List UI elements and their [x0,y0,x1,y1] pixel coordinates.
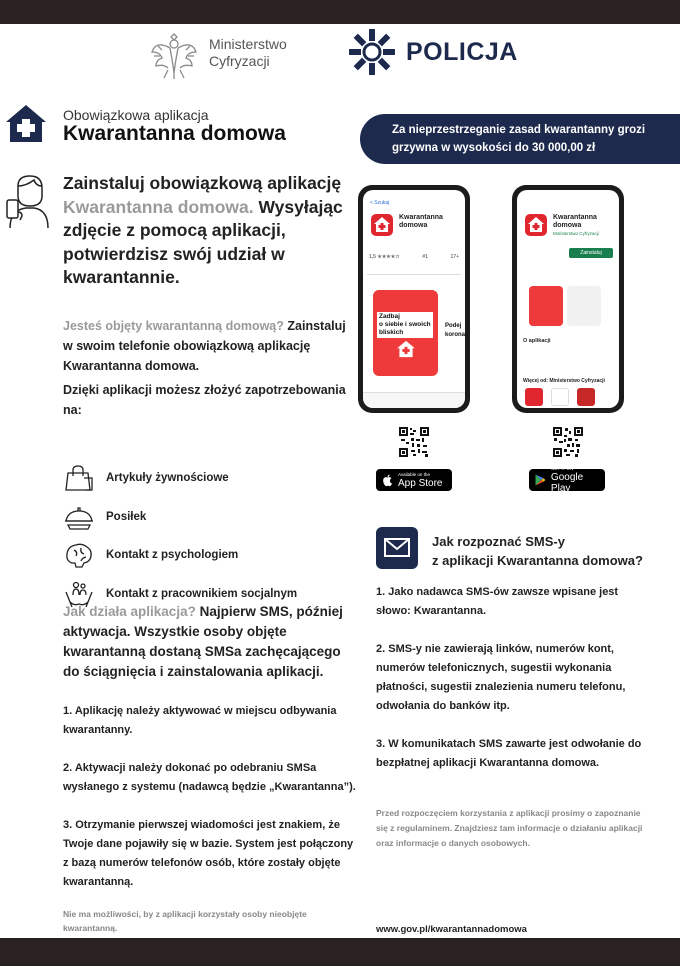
google-play-icon [535,474,546,486]
app-store-text [398,472,442,489]
intro-part-1: Zainstaluj obowiązkową aplikację [63,173,342,193]
person-phone-icon [4,174,50,230]
page-title: Kwarantanna domowa [63,122,286,145]
shopping-bag-icon [64,464,94,492]
sms-rule-item: 1. Jako nadawca SMS-ów zawsze wpisane jest słowo: Kwarantanna. [376,586,619,617]
house-cross-icon [371,214,393,236]
brain-icon [64,541,94,569]
ios-app-row [371,214,449,236]
ios-age: 17+ [450,254,459,260]
sms-rule-item: 2. SMS-y nie zawierają linków, numerów kont, numerów telefonicznych, sugestii wykonania płatności, sugestii znalezienia numeru telefonu, odwołania do banków itp. [376,643,626,712]
qr-code-icon [399,427,429,457]
app-icon [525,214,547,236]
foot-note: Nie ma możliwości, by z aplikacji korzystały osoby nieobjęte kwarantanną. [63,909,307,933]
app-icon [371,214,393,236]
house-cross-icon [525,214,547,236]
police-logo-text: POLICJA [406,38,518,66]
meal-icon [64,503,94,531]
promo-line-1: Zadbaj [379,313,400,320]
step-item: 3. Otrzymanie pierwszej wiadomości jest znakiem, że Twoje dane pojawiły się w bazie. System jest połączony z bazą numerów telefonów osób, które zostały objęte kwarantanną. [63,819,354,888]
ministry-name [209,36,287,70]
ios-back-link: < Szukaj [370,200,390,206]
ios-promo-2-text [445,322,465,340]
house-cross-icon [395,338,417,360]
sms-rules-list [376,583,646,792]
android-developer: Ministerstwo Cyfryzacji [553,231,599,236]
intro-text [63,172,353,290]
police-star-icon [348,28,396,76]
android-phone-mockup [512,185,624,413]
divider [367,274,461,275]
step-item: 2. Aktywacji należy dokonać po odebraniu SMSa wysłanego z systemu (nadawcą będzie „Kwarantanna”). [63,762,356,793]
terms-note: Przed rozpoczęciem korzystania z aplikacji prosimy o zapoznanie się z regulaminem. Znajdziesz tam informacje o działaniu aplikacji oraz informacje o danych osobowych. [376,808,643,848]
ios-rating: 1,5 ★★★★☆ [369,254,400,260]
sms-title-line-2: z aplikacji Kwarantanna domowa? [432,553,643,568]
how-text: Najpierw SMS, później aktywacja. Wszystkie osoby objęte kwarantanną dostaną SMSa zachęcającego do ściągnięcia i zainstalowania aplikacji. [63,604,343,679]
intro-part-2: Wysyłając zdjęcie z pomocą aplikacji, potwierdzisz swój udział w kwarantannie. [63,196,343,287]
android-related-app [525,388,543,406]
app-store-small: Available on the [398,471,430,477]
promo-line-2: o siebie i swoich [379,321,431,328]
step-item: 1. Aplikację należy aktywować w miejscu odbywania kwarantanny. [63,705,337,736]
android-app-row [525,214,613,238]
feature-item [64,503,364,531]
poster [0,24,680,938]
sms-title [432,532,643,570]
feature-label: Kontakt z psychologiem [106,549,239,561]
ministry-line-2: Cyfryzacji [209,53,270,69]
android-app-name [553,214,613,238]
android-screen [517,190,619,408]
promo2-line-2: korona [445,332,465,338]
android-screenshot [567,286,601,326]
feature-label: Posiłek [106,511,147,523]
ios-promo-text [377,312,433,338]
feature-item [64,541,364,569]
ios-screen [363,190,465,408]
envelope-icon [376,527,418,569]
android-more-from: Więcej od: Ministerstwo Cyfryzacji [523,378,605,384]
steps-list [63,702,358,911]
website-link[interactable]: www.gov.pl/kwarantannadomowa [376,924,527,935]
ios-rank: #1 [422,254,428,260]
question-block [63,316,353,376]
ios-tab-bar [363,392,465,408]
promo2-line-1: Podej [445,323,462,329]
how-it-works [63,602,353,682]
sms-rule-item: 3. W komunikatach SMS zawarte jest odwołanie do bezpłatnej aplikacji Kwarantanna domowa. [376,738,642,769]
sms-title-line-1: Jak rozpoznać SMS-y [432,534,565,549]
feature-item [64,464,364,492]
question-text: Zainstaluj w swoim telefonie obowiązkową aplikację Kwarantanna domowa. [63,319,346,373]
google-play-badge[interactable] [529,466,605,494]
fine-banner-line-2: grzywna w wysokości do 30 000,00 zł [392,142,596,154]
android-screenshot [529,286,563,326]
google-play-text [551,466,605,494]
title-kicker: Obowiązkowa aplikacja [63,107,209,123]
feature-label: Kontakt z pracownikiem socjalnym [106,588,298,600]
fine-banner [360,114,680,164]
fine-banner-line-1: Za nieprzestrzeganie zasad kwarantanny grozi [392,124,646,136]
android-related-app [577,388,595,406]
app-store-badge[interactable] [376,469,452,491]
ios-phone-mockup [358,185,470,413]
feature-label: Artykuły żywnościowe [106,472,229,484]
envelope-icon-box [376,527,418,569]
ios-stats-row [369,254,459,260]
ios-app-name: Kwarantanna domowa [399,214,443,229]
android-app-title: Kwarantanna domowa [553,214,597,229]
benefits-intro: Dzięki aplikacji możesz złożyć zapotrzebowania na: [63,383,346,417]
intro-highlight: Kwarantanna domowa. [63,196,254,217]
question-grey: Jesteś objęty kwarantanną domową? [63,319,284,333]
qr-code-icon [553,427,583,457]
google-play-small: GET IT ON [550,466,574,471]
android-about: O aplikacji [523,338,551,344]
house-cross-icon [4,102,48,146]
how-grey: Jak działa aplikacja? [63,604,196,619]
android-related-app [551,388,569,406]
ministry-eagle-icon [150,30,198,80]
android-install-button[interactable]: Zainstaluj [569,248,613,258]
app-store-large: App Store [398,477,443,489]
apple-icon [382,474,393,487]
google-play-large: Google Play [550,472,584,494]
promo-line-3: bliskich [379,329,404,336]
ministry-line-1: Ministerstwo [209,36,287,52]
